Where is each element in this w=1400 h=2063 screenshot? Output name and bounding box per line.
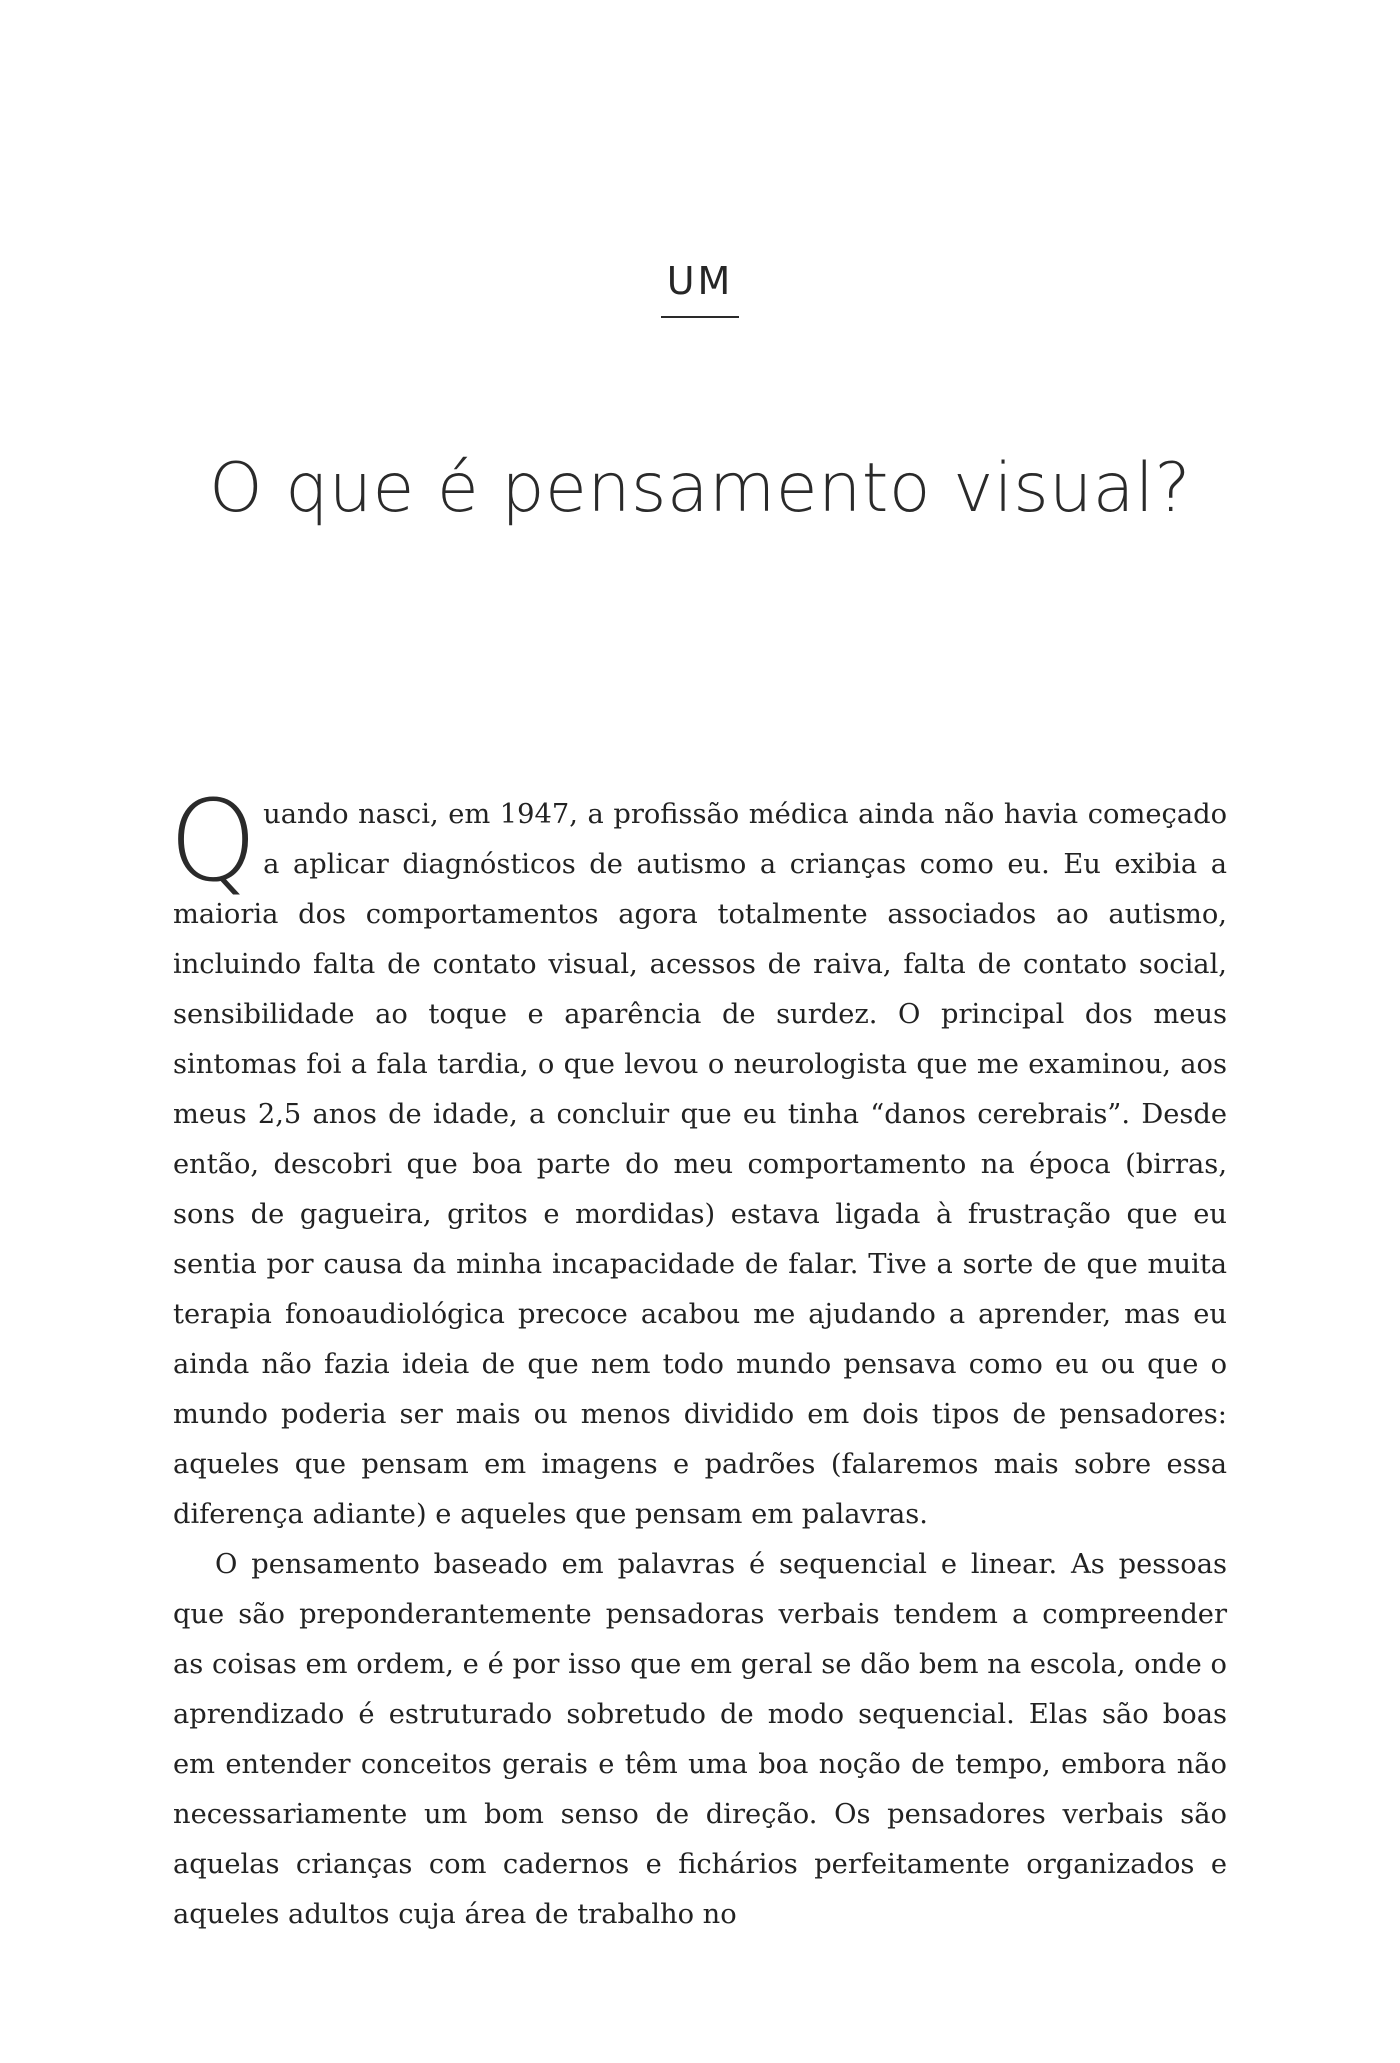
- paragraph-1: [169, 777, 1227, 1540]
- paragraph-2: O pensamento baseado em palavras é sequencial e linear. As pessoas que são preponderantemente pensadoras verbais tendem a compreender as coisas em ordem, e é por isso que em geral se dão bem na escola, onde o aprendizado é estruturado sobretudo de modo sequencial. Elas são boas em entender conceitos gerais e têm uma boa noção de tempo, embora não necessariamente um bom senso de direção. Os pensadores verbais são aquelas crianças com cadernos e fichários perfeitamente organizados e aqueles adultos cuja área de trabalho no: [173, 1549, 1227, 1930]
- chapter-number: UM: [666, 259, 734, 303]
- drop-cap: Q: [169, 777, 258, 907]
- chapter-title: O que é pensamento visual?: [209, 449, 1191, 528]
- chapter-divider: [661, 316, 739, 318]
- paragraph-1-text: uando nasci, em 1947, a profissão médica ainda não havia começado a aplicar diagnósticos de autismo a crianças como eu. Eu exibia a maioria dos comportamentos agora totalmente associados ao autismo, incluindo falta de contato visual, acessos de raiva, falta de contato social, sensibilidade ao toque e aparência de surdez. O principal dos meus sintomas foi a fala tardia, o que levou o neurologista que me examinou, aos meus 2,5 anos de idade, a concluir que eu tinha “danos cerebrais”. Desde então, descobri que boa parte do meu comportamento na época (birras, sons de gagueira, gritos e mordidas) estava ligada à frustração que eu sentia por causa da minha incapacidade de falar. Tive a sorte de que muita terapia fonoaudiológica precoce acabou me ajudando a aprender, mas eu ainda não fazia ideia de que nem todo mundo pensava como eu ou que o mundo poderia ser mais ou menos dividido em dois tipos de pensadores: aqueles que pensam em imagens e padrões (falaremos mais sobre essa diferença adiante) e aqueles que pensam em palavras.: [173, 799, 1227, 1530]
- body-text: [169, 777, 1227, 1940]
